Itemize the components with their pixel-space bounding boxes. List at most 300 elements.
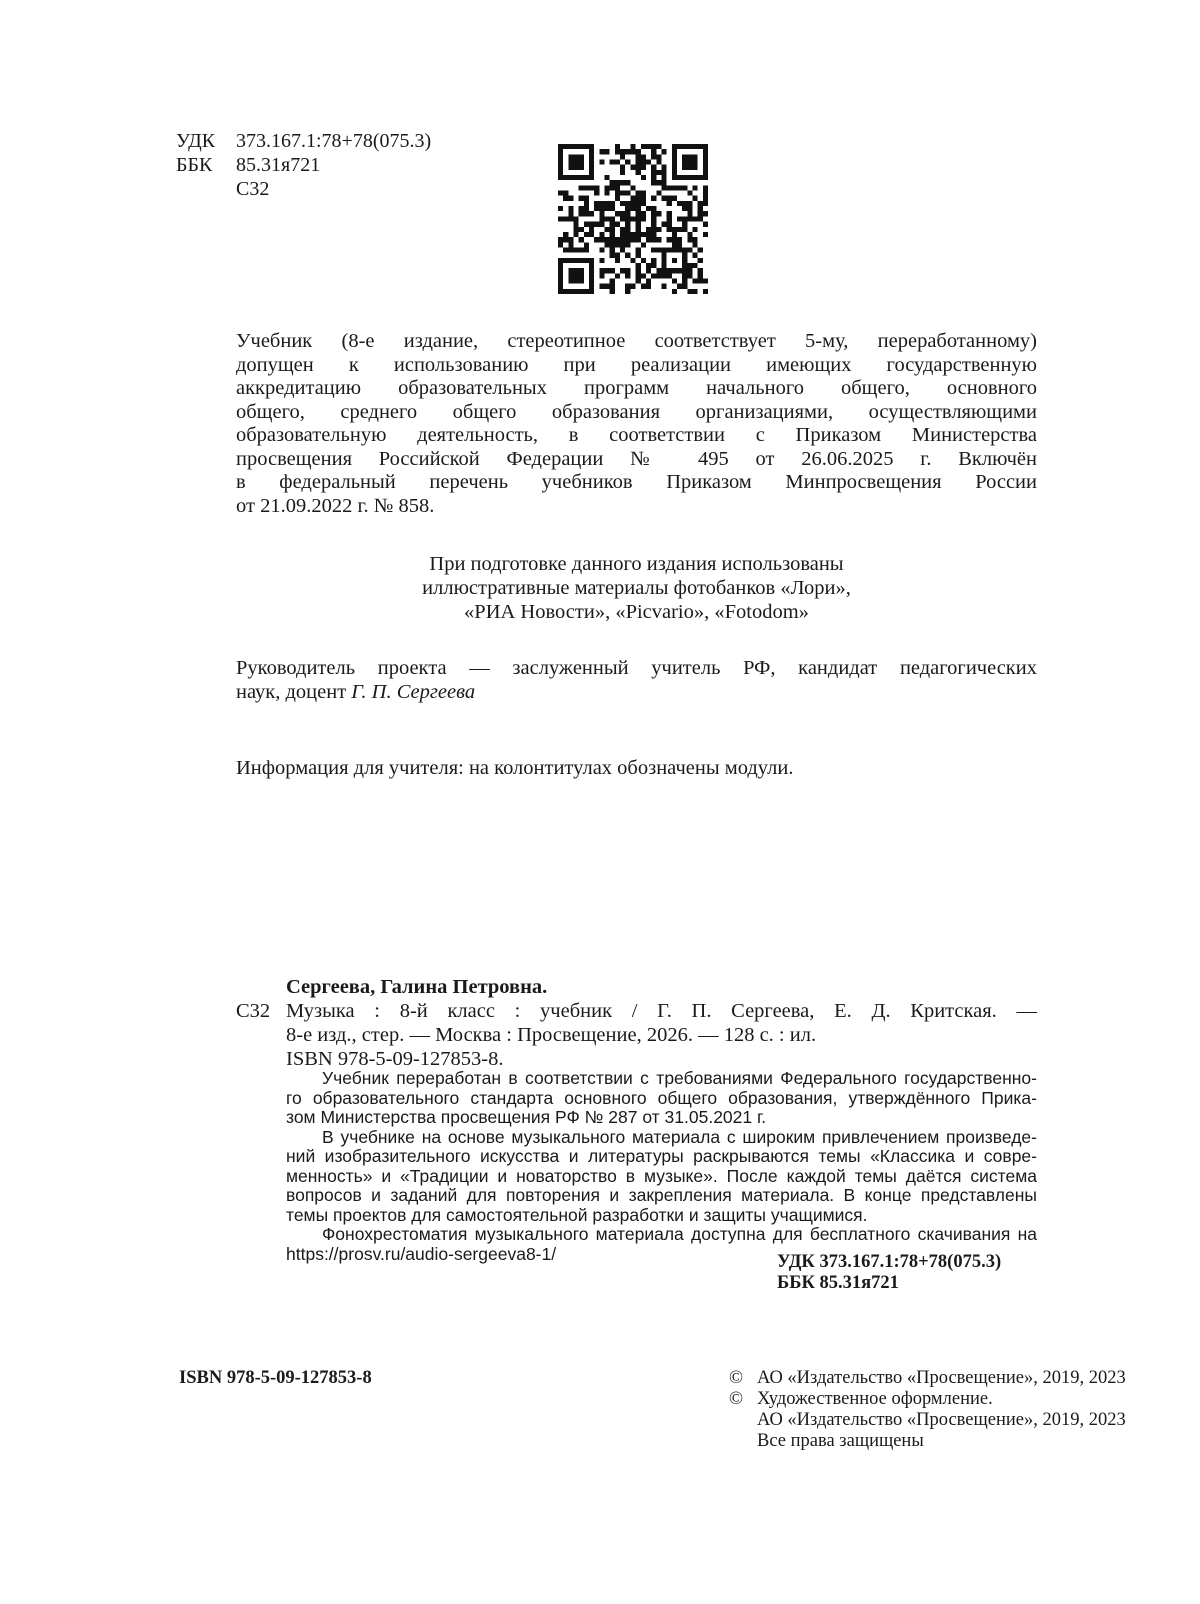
qr-module	[677, 175, 682, 180]
qr-module	[630, 232, 635, 237]
qr-module	[687, 289, 692, 294]
qr-module	[641, 232, 646, 237]
qr-module	[610, 160, 615, 165]
qr-module	[579, 165, 584, 170]
qr-module	[620, 201, 625, 206]
qr-module	[682, 227, 687, 232]
qr-module	[599, 206, 604, 211]
author-mark-row	[176, 177, 431, 201]
qr-module	[599, 273, 604, 278]
qr-module	[568, 175, 573, 180]
annotation-line: зом Министерства просвещения РФ № 287 от 31.05.2021 г.	[286, 1107, 767, 1127]
qr-module	[589, 165, 594, 170]
qr-module	[605, 191, 610, 196]
qr-module	[682, 253, 687, 258]
qr-module	[589, 160, 594, 165]
qr-module	[610, 216, 615, 221]
qr-module	[646, 237, 651, 242]
qr-module	[703, 191, 708, 196]
qr-module	[661, 273, 666, 278]
project-lead-line: Руководитель проекта — заслуженный учитель РФ, кандидат педагогических	[236, 657, 1037, 679]
approval-line: образовательную деятельность, в соответствии с Приказом Министерства	[236, 424, 1037, 446]
qr-module	[692, 263, 697, 268]
illustrations-line: иллюстративные материалы фотобанков «Лори»,	[422, 577, 851, 599]
qr-module	[672, 237, 677, 242]
qr-module	[579, 175, 584, 180]
qr-module	[687, 201, 692, 206]
annotation-line: В учебнике на основе музыкального материала с широким привлечением произведе-	[322, 1126, 1037, 1147]
qr-module	[610, 247, 615, 252]
qr-module	[682, 165, 687, 170]
qr-module	[589, 144, 594, 149]
qr-module	[641, 196, 646, 201]
qr-module	[661, 165, 666, 170]
qr-module	[615, 196, 620, 201]
qr-module	[682, 175, 687, 180]
qr-module	[568, 273, 573, 278]
qr-module	[646, 278, 651, 283]
qr-module	[698, 216, 703, 221]
qr-module	[656, 180, 661, 185]
qr-module	[656, 227, 661, 232]
qr-module	[682, 268, 687, 273]
qr-module	[682, 144, 687, 149]
qr-module	[558, 278, 563, 283]
qr-module	[615, 242, 620, 247]
qr-module	[568, 206, 573, 211]
qr-module	[610, 278, 615, 283]
qr-module	[630, 284, 635, 289]
bbk-value: 85.31я721	[236, 154, 321, 176]
qr-module	[692, 278, 697, 283]
qr-module	[651, 165, 656, 170]
qr-module	[558, 284, 563, 289]
qr-module	[672, 165, 677, 170]
copyright-row	[729, 1368, 1126, 1389]
qr-module	[698, 144, 703, 149]
qr-module	[599, 222, 604, 227]
qr-module	[667, 237, 672, 242]
qr-module	[610, 242, 615, 247]
approval-line: Учебник (8-е издание, стереотипное соответствует 5-му, переработанному)	[236, 330, 1037, 352]
qr-module	[636, 165, 641, 170]
qr-module	[636, 170, 641, 175]
qr-module	[656, 170, 661, 175]
qr-module	[605, 268, 610, 273]
qr-module	[656, 237, 661, 242]
qr-module	[594, 206, 599, 211]
qr-module	[615, 144, 620, 149]
qr-module	[672, 149, 677, 154]
qr-module	[667, 268, 672, 273]
qr-code	[558, 144, 708, 294]
qr-module	[682, 258, 687, 263]
copyright-symbol: ©	[729, 1368, 744, 1388]
qr-module	[687, 191, 692, 196]
qr-module	[558, 191, 563, 196]
catalog-edition-line: 8-е изд., стер. — Москва : Просвещение, 2026. — 128 с. : ил.	[286, 1024, 817, 1046]
qr-module	[625, 268, 630, 273]
qr-module	[651, 149, 656, 154]
qr-module	[568, 237, 573, 242]
qr-module	[661, 185, 666, 190]
qr-module	[672, 278, 677, 283]
qr-module	[672, 144, 677, 149]
qr-module	[703, 175, 708, 180]
qr-module	[672, 289, 677, 294]
qr-module	[698, 206, 703, 211]
qr-module	[605, 216, 610, 221]
qr-module	[625, 227, 630, 232]
qr-module	[682, 222, 687, 227]
qr-module	[672, 232, 677, 237]
qr-module	[682, 160, 687, 165]
qr-module	[568, 160, 573, 165]
qr-module	[677, 216, 682, 221]
qr-module	[677, 242, 682, 247]
qr-module	[610, 253, 615, 258]
qr-module	[630, 185, 635, 190]
qr-module	[584, 201, 589, 206]
qr-module	[636, 154, 641, 159]
qr-module	[605, 284, 610, 289]
qr-module	[584, 242, 589, 247]
qr-module	[594, 191, 599, 196]
qr-module	[672, 154, 677, 159]
qr-module	[651, 180, 656, 185]
copyright-row	[729, 1431, 1126, 1452]
qr-module	[687, 273, 692, 278]
qr-module	[620, 268, 625, 273]
qr-module	[667, 201, 672, 206]
qr-module	[682, 201, 687, 206]
qr-module	[636, 247, 641, 252]
qr-module	[558, 149, 563, 154]
bbk-row	[176, 153, 431, 177]
qr-module	[667, 222, 672, 227]
qr-module	[615, 191, 620, 196]
qr-module	[672, 227, 677, 232]
qr-module	[703, 170, 708, 175]
qr-module	[615, 258, 620, 263]
qr-module	[692, 175, 697, 180]
annotation-url: https://prosv.ru/audio-sergeeva8-1/	[286, 1243, 557, 1264]
catalog-title-line: Музыка : 8-й класс : учебник / Г. П. Сергеева, Е. Д. Критская. —	[286, 1000, 1037, 1022]
qr-module	[563, 144, 568, 149]
qr-module	[589, 278, 594, 283]
qr-module	[605, 149, 610, 154]
qr-module	[651, 196, 656, 201]
catalog-annotation	[286, 1069, 1037, 1264]
copyright-block	[729, 1368, 1126, 1452]
copyright-line: Художественное оформление.	[757, 1389, 993, 1409]
qr-module	[636, 232, 641, 237]
qr-module	[651, 222, 656, 227]
qr-module	[682, 273, 687, 278]
qr-module	[646, 284, 651, 289]
qr-module	[615, 185, 620, 190]
classification-block	[176, 129, 431, 201]
copyright-row	[729, 1410, 1126, 1431]
qr-module	[661, 268, 666, 273]
qr-module	[656, 211, 661, 216]
qr-module	[703, 211, 708, 216]
qr-module	[563, 216, 568, 221]
qr-module	[605, 201, 610, 206]
qr-module	[630, 237, 635, 242]
qr-module	[641, 154, 646, 159]
copyright-line: Все права защищены	[757, 1431, 924, 1451]
qr-module	[651, 232, 656, 237]
project-lead	[236, 656, 1037, 704]
udk-bottom: УДК 373.167.1:78+78(075.3)	[777, 1252, 1002, 1272]
qr-module	[599, 149, 604, 154]
qr-module	[584, 247, 589, 252]
qr-module	[589, 175, 594, 180]
qr-module	[568, 289, 573, 294]
qr-module	[667, 211, 672, 216]
qr-module	[599, 247, 604, 252]
qr-module	[661, 253, 666, 258]
qr-module	[625, 191, 630, 196]
qr-module	[646, 227, 651, 232]
qr-module	[682, 284, 687, 289]
qr-module	[667, 247, 672, 252]
qr-module	[594, 201, 599, 206]
qr-module	[563, 289, 568, 294]
qr-module	[692, 160, 697, 165]
copyright-symbol: ©	[729, 1389, 744, 1409]
qr-module	[558, 175, 563, 180]
qr-module	[661, 170, 666, 175]
qr-module	[584, 232, 589, 237]
qr-module	[682, 206, 687, 211]
qr-module	[625, 242, 630, 247]
qr-module	[589, 263, 594, 268]
qr-module	[563, 196, 568, 201]
qr-module	[703, 160, 708, 165]
qr-module	[589, 185, 594, 190]
copyright-line: АО «Издательство «Просвещение», 2019, 2023	[757, 1368, 1126, 1388]
qr-module	[656, 247, 661, 252]
qr-module	[641, 242, 646, 247]
qr-module	[568, 144, 573, 149]
qr-module	[672, 242, 677, 247]
qr-module	[641, 175, 646, 180]
qr-module	[599, 211, 604, 216]
qr-module	[574, 273, 579, 278]
qr-module	[599, 258, 604, 263]
qr-module	[651, 237, 656, 242]
qr-module	[574, 160, 579, 165]
qr-module	[599, 232, 604, 237]
qr-module	[589, 284, 594, 289]
qr-module	[703, 185, 708, 190]
qr-module	[558, 154, 563, 159]
bbk-bottom: ББК 85.31я721	[777, 1273, 899, 1293]
qr-module	[579, 278, 584, 283]
qr-module	[620, 211, 625, 216]
catalog-isbn: ISBN 978-5-09-127853-8.	[286, 1048, 504, 1070]
annotation-line: Учебник переработан в соответствии с требованиями Федерального государственно-	[322, 1068, 1037, 1088]
illustrations-line: При подготовке данного издания использованы	[429, 553, 844, 575]
qr-module	[661, 180, 666, 185]
annotation-line: темы проектов для самостоятельной разработки и защиты учащимися.	[286, 1204, 868, 1225]
qr-module	[651, 206, 656, 211]
qr-module	[625, 206, 630, 211]
qr-module	[574, 232, 579, 237]
qr-module	[610, 222, 615, 227]
qr-module	[584, 258, 589, 263]
project-lead-name: Г. П. Сергеева	[351, 681, 476, 703]
qr-module	[641, 284, 646, 289]
qr-module	[563, 175, 568, 180]
qr-module	[568, 278, 573, 283]
qr-module	[651, 227, 656, 232]
qr-module	[579, 160, 584, 165]
qr-module	[574, 144, 579, 149]
qr-module	[620, 191, 625, 196]
qr-module	[620, 242, 625, 247]
qr-module	[646, 268, 651, 273]
qr-module	[610, 206, 615, 211]
qr-module	[594, 222, 599, 227]
qr-module	[703, 144, 708, 149]
qr-module	[703, 149, 708, 154]
approval-line: общего, среднего общего образования организациями, осуществляющими	[236, 400, 1037, 423]
qr-module	[687, 216, 692, 221]
qr-module	[625, 232, 630, 237]
qr-module	[605, 227, 610, 232]
qr-module	[579, 273, 584, 278]
qr-module	[625, 160, 630, 165]
qr-module	[579, 196, 584, 201]
qr-module	[682, 247, 687, 252]
udk-value: 373.167.1:78+78(075.3)	[236, 130, 432, 152]
illustrations-line: «РИА Новости», «Picvario», «Fotodom»	[464, 601, 809, 623]
bbk-label: ББК	[176, 154, 213, 176]
qr-module	[672, 247, 677, 252]
qr-module	[651, 273, 656, 278]
qr-module	[692, 227, 697, 232]
qr-module	[574, 289, 579, 294]
qr-module	[574, 154, 579, 159]
qr-module	[599, 284, 604, 289]
qr-module	[630, 216, 635, 221]
qr-module	[579, 227, 584, 232]
qr-module	[687, 144, 692, 149]
qr-module	[641, 144, 646, 149]
udk-row	[176, 129, 431, 153]
qr-module	[661, 175, 666, 180]
qr-module	[579, 144, 584, 149]
qr-module	[636, 211, 641, 216]
approval-line: аккредитацию образовательных программ начального общего, основного	[236, 377, 1037, 399]
qr-module	[579, 206, 584, 211]
qr-module	[558, 273, 563, 278]
qr-module	[568, 242, 573, 247]
qr-module	[584, 206, 589, 211]
qr-module	[615, 180, 620, 185]
qr-module	[687, 237, 692, 242]
qr-module	[625, 222, 630, 227]
qr-module	[610, 185, 615, 190]
qr-module	[636, 196, 641, 201]
qr-module	[610, 237, 615, 242]
qr-module	[692, 242, 697, 247]
qr-module	[558, 160, 563, 165]
qr-module	[636, 222, 641, 227]
qr-module	[620, 237, 625, 242]
qr-module	[568, 196, 573, 201]
qr-module	[630, 201, 635, 206]
qr-module	[672, 196, 677, 201]
qr-module	[651, 258, 656, 263]
qr-module	[636, 191, 641, 196]
qr-module	[636, 149, 641, 154]
qr-module	[677, 268, 682, 273]
qr-module	[568, 268, 573, 273]
qr-module	[568, 165, 573, 170]
catalog-code: С32	[236, 1000, 271, 1022]
qr-module	[677, 144, 682, 149]
qr-module	[636, 216, 641, 221]
qr-module	[687, 232, 692, 237]
qr-module	[584, 289, 589, 294]
qr-module	[703, 201, 708, 206]
qr-module	[698, 211, 703, 216]
qr-module	[692, 237, 697, 242]
annotation-line: вопросов и заданий для повторения и закрепления материала. В конце представлены	[286, 1185, 1037, 1205]
qr-module	[646, 160, 651, 165]
qr-module	[563, 247, 568, 252]
qr-module	[605, 206, 610, 211]
qr-module	[620, 227, 625, 232]
qr-module	[636, 263, 641, 268]
qr-module	[620, 165, 625, 170]
qr-module	[698, 278, 703, 283]
qr-module	[594, 237, 599, 242]
qr-module	[558, 289, 563, 294]
qr-module	[661, 247, 666, 252]
qr-module	[687, 263, 692, 268]
qr-module	[687, 247, 692, 252]
catalog-classification-bottom	[777, 1252, 1001, 1294]
qr-module	[641, 273, 646, 278]
qr-module	[667, 216, 672, 221]
qr-module	[687, 175, 692, 180]
qr-module	[698, 247, 703, 252]
author-mark: С32	[236, 178, 270, 200]
qr-module	[558, 216, 563, 221]
qr-module	[620, 149, 625, 154]
qr-module	[672, 258, 677, 263]
qr-module	[599, 268, 604, 273]
qr-module	[698, 258, 703, 263]
qr-module	[698, 175, 703, 180]
catalog-description	[286, 999, 1037, 1047]
qr-module	[620, 180, 625, 185]
qr-module	[687, 154, 692, 159]
project-lead-prefix: наук, доцент	[236, 681, 352, 703]
qr-module	[615, 237, 620, 242]
qr-module	[625, 284, 630, 289]
qr-module	[574, 258, 579, 263]
illustrations-credits	[236, 552, 1037, 624]
qr-module	[610, 289, 615, 294]
qr-module	[584, 222, 589, 227]
qr-module	[558, 242, 563, 247]
